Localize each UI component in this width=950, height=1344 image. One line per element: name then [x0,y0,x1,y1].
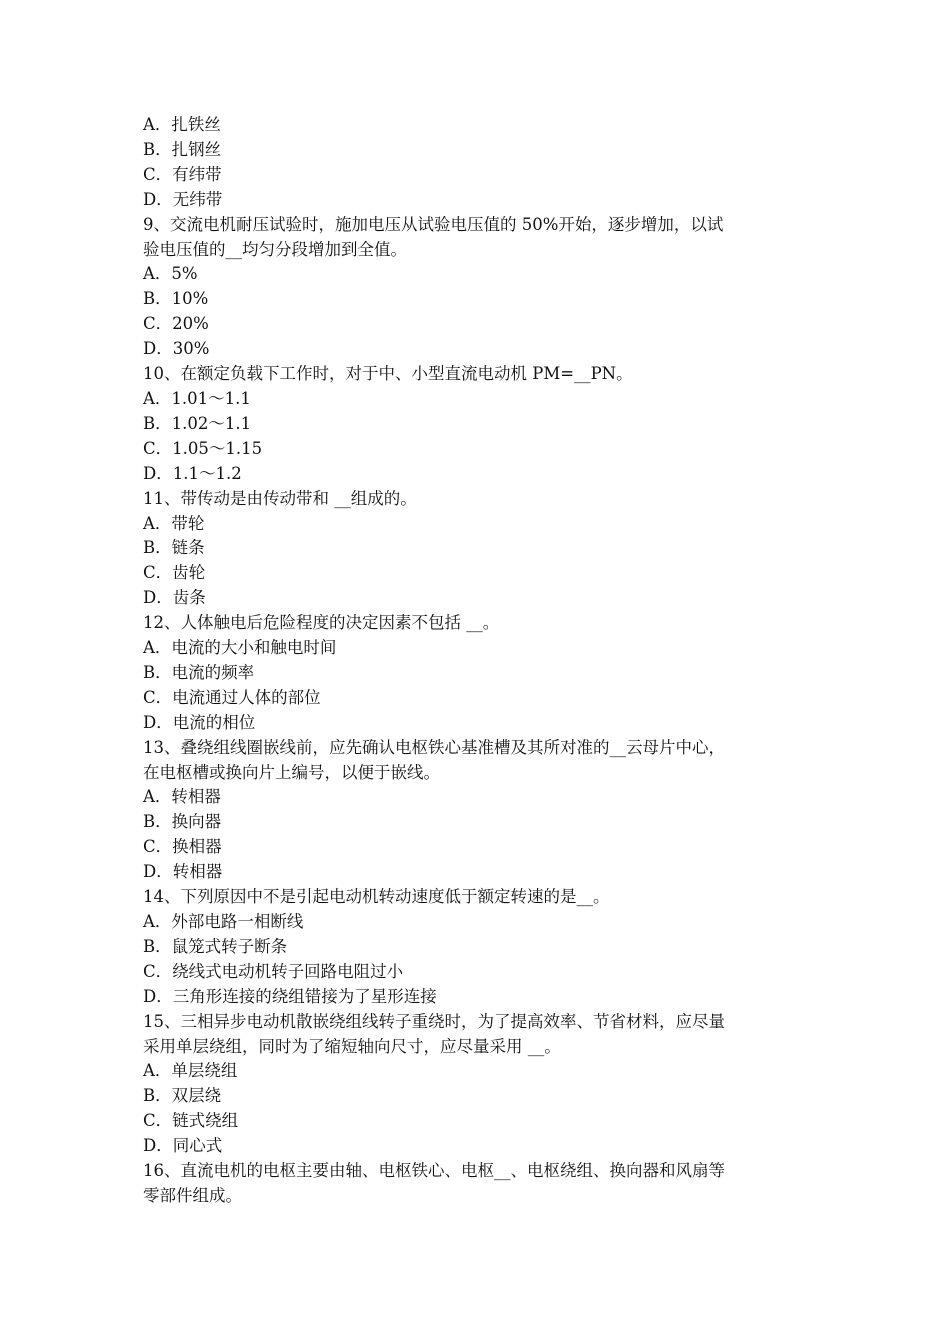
text-line: B．双层绕 [143,1086,222,1106]
text-line: 11、带传动是由传动带和 __组成的。 [143,488,417,508]
text-line: 15、三相异步电动机散嵌绕组线转子重绕时，为了提高效率、节省材料，应尽量 [143,1011,725,1031]
text-line: C．齿轮 [143,563,206,583]
text-line: C．1.05～1.15 [143,438,263,458]
text-line: B．鼠笼式转子断条 [143,936,288,956]
text-line: D．电流的相位 [143,712,256,732]
text-line: A．外部电路一相断线 [143,912,304,931]
text-line: 16、直流电机的电枢主要由轴、电枢铁心、电枢__、电枢绕组、换向器和风扇等 [143,1161,725,1181]
text-line: 10、在额定负载下工作时，对于中、小型直流电动机 PM=__PN。 [143,364,633,384]
text-line: B．1.02～1.1 [143,413,252,433]
text-line: C．绕线式电动机转子回路电阻过小 [143,961,404,981]
text-line: A．1.01～1.1 [143,388,251,408]
text-line: A．转相器 [143,787,221,807]
text-line: 零部件组成。 [143,1185,242,1205]
text-line: 在电枢槽或换向片上编号，以便于嵌线。 [143,762,440,782]
text-line: B．换向器 [143,812,222,832]
text-line: A．单层绕组 [143,1061,238,1081]
text-line: B．链条 [143,538,205,558]
text-line: D．齿条 [143,588,206,608]
text-line: D．转相器 [143,862,223,882]
text-line: D．同心式 [143,1136,223,1156]
text-line: 14、下列原因中不是引起电动机转动速度低于额定转速的是__。 [143,887,610,907]
text-line: 13、叠绕组线圈嵌线前，应先确认电枢铁心基准槽及其所对准的__云母片中心， [143,737,725,757]
text-line: D．无纬带 [143,189,223,209]
text-line: 采用单层绕组，同时为了缩短轴向尺寸，应尽量采用 __。 [143,1036,561,1056]
text-line: B．电流的频率 [143,662,255,682]
text-line: C．20% [143,314,209,334]
text-line: D．30% [143,339,210,359]
text-line: C．电流通过人体的部位 [143,687,321,707]
text-line: B．扎钢丝 [143,139,222,159]
text-line: A．电流的大小和触电时间 [143,638,337,658]
text-line: A．带轮 [143,513,205,533]
text-line: 12、人体触电后危险程度的决定因素不包括 __。 [143,613,500,633]
text-line: C．链式绕组 [143,1111,239,1131]
text-line: A．5% [143,264,198,284]
question-text [143,113,823,1209]
text-line: 9、交流电机耐压试验时，施加电压从试验电压值的 50%开始，逐步增加，以试 [143,214,724,234]
text-line: D．三角形连接的绕组错接为了星形连接 [143,986,437,1006]
text-line: B．10% [143,289,209,309]
text-line: C．有纬带 [143,164,222,184]
text-line: A．扎铁丝 [143,115,221,134]
text-line: 验电压值的__均匀分段增加到全值。 [143,239,407,259]
text-line: C．换相器 [143,837,222,857]
text-line: D．1.1～1.2 [143,463,242,483]
